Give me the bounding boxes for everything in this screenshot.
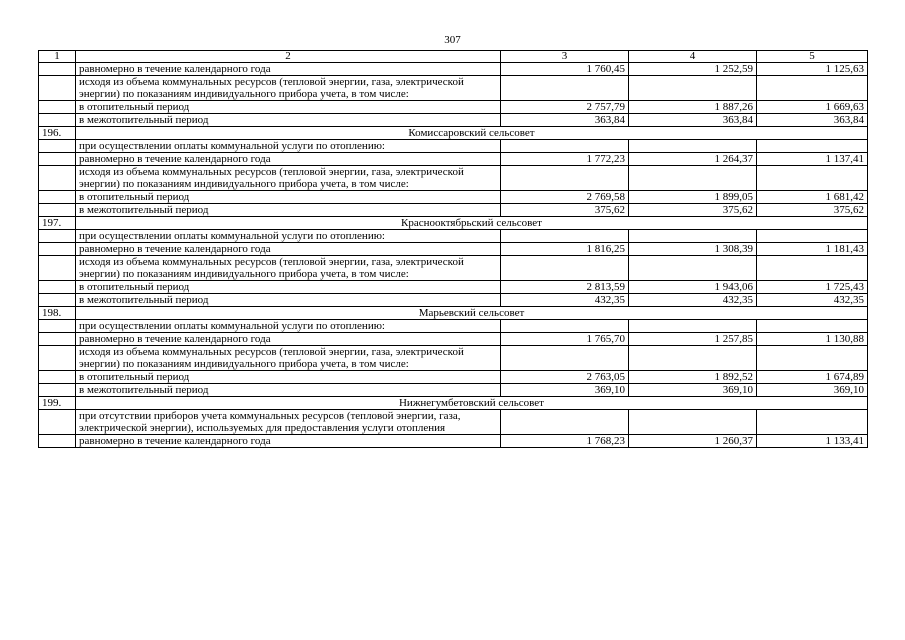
table-row (39, 243, 868, 256)
value-col-5 (757, 410, 868, 435)
value-col-5: 1 725,43 (757, 281, 868, 294)
value-col-3: 1 760,45 (501, 63, 629, 76)
value-col-5: 369,10 (757, 384, 868, 397)
value-col-5 (757, 346, 868, 371)
value-col-3: 432,35 (501, 294, 629, 307)
value-col-5: 432,35 (757, 294, 868, 307)
value-col-3: 369,10 (501, 384, 629, 397)
column-header-3: 3 (501, 51, 629, 63)
value-col-4 (629, 320, 757, 333)
value-col-5: 363,84 (757, 114, 868, 127)
value-col-4: 432,35 (629, 294, 757, 307)
row-label: в отопительный период (76, 371, 501, 384)
value-col-5: 1 130,88 (757, 333, 868, 346)
table-row (39, 346, 868, 371)
table-row (39, 101, 868, 114)
row-label: равномерно в течение календарного года (76, 333, 501, 346)
value-col-5: 1 181,43 (757, 243, 868, 256)
page-number: 307 (444, 34, 461, 46)
value-col-3: 1 765,70 (501, 333, 629, 346)
column-header-5: 5 (757, 51, 868, 63)
tariff-table-body (39, 51, 868, 448)
value-col-3: 2 813,59 (501, 281, 629, 294)
value-col-4 (629, 346, 757, 371)
table-header-row (39, 51, 868, 63)
section-row (39, 217, 868, 230)
row-label: равномерно в течение календарного года (76, 153, 501, 166)
value-col-5: 1 669,63 (757, 101, 868, 114)
table-row (39, 153, 868, 166)
value-col-4 (629, 410, 757, 435)
table-row (39, 333, 868, 346)
row-label: в отопительный период (76, 191, 501, 204)
value-col-4: 1 943,06 (629, 281, 757, 294)
value-col-3 (501, 140, 629, 153)
value-col-4: 1 308,39 (629, 243, 757, 256)
row-index-cell (39, 230, 76, 243)
row-label: равномерно в течение календарного года (76, 243, 501, 256)
value-col-3 (501, 76, 629, 101)
table-row (39, 63, 868, 76)
value-col-3: 2 763,05 (501, 371, 629, 384)
row-index-cell (39, 204, 76, 217)
value-col-5 (757, 166, 868, 191)
value-col-4: 1 252,59 (629, 63, 757, 76)
column-header-2: 2 (76, 51, 501, 63)
row-label: в межотопительный период (76, 204, 501, 217)
row-index-cell (39, 333, 76, 346)
section-title: Краснооктябрьский сельсовет (76, 217, 868, 230)
row-label: равномерно в течение календарного года (76, 435, 501, 448)
row-label: равномерно в течение календарного года (76, 63, 501, 76)
value-col-5: 1 674,89 (757, 371, 868, 384)
row-index-cell (39, 101, 76, 114)
section-number: 196. (39, 127, 76, 140)
section-number: 198. (39, 307, 76, 320)
value-col-4: 1 899,05 (629, 191, 757, 204)
row-index-cell (39, 76, 76, 101)
value-col-5 (757, 140, 868, 153)
row-index-cell (39, 294, 76, 307)
value-col-4 (629, 76, 757, 101)
value-col-4: 1 257,85 (629, 333, 757, 346)
tariff-table (38, 50, 868, 448)
value-col-3 (501, 320, 629, 333)
value-col-5: 1 125,63 (757, 63, 868, 76)
value-col-3: 1 772,23 (501, 153, 629, 166)
row-label: при отсутствии приборов учета коммунальных ресурсов (тепловой энергии, газа, электрической энергии), используемых для предоставления услуги отопления (76, 410, 501, 435)
row-label: в межотопительный период (76, 114, 501, 127)
section-title: Комиссаровский сельсовет (76, 127, 868, 140)
row-index-cell (39, 63, 76, 76)
value-col-4 (629, 166, 757, 191)
row-label: при осуществлении оплаты коммунальной услуги по отоплению: (76, 140, 501, 153)
row-index-cell (39, 114, 76, 127)
row-index-cell (39, 191, 76, 204)
value-col-5 (757, 256, 868, 281)
row-index-cell (39, 346, 76, 371)
value-col-3: 363,84 (501, 114, 629, 127)
row-label: исходя из объема коммунальных ресурсов (тепловой энергии, газа, электрической энергии) по показаниям индивидуального прибора учета, в том числе: (76, 166, 501, 191)
value-col-4 (629, 140, 757, 153)
value-col-3 (501, 230, 629, 243)
row-index-cell (39, 166, 76, 191)
table-row (39, 384, 868, 397)
table-row (39, 294, 868, 307)
column-header-4: 4 (629, 51, 757, 63)
value-col-3 (501, 346, 629, 371)
row-label: в межотопительный период (76, 384, 501, 397)
value-col-5 (757, 76, 868, 101)
value-col-3: 1 768,23 (501, 435, 629, 448)
row-label: в отопительный период (76, 281, 501, 294)
table-row (39, 320, 868, 333)
row-index-cell (39, 281, 76, 294)
value-col-3 (501, 256, 629, 281)
row-index-cell (39, 435, 76, 448)
value-col-3: 375,62 (501, 204, 629, 217)
value-col-3: 1 816,25 (501, 243, 629, 256)
table-row (39, 76, 868, 101)
row-label: исходя из объема коммунальных ресурсов (тепловой энергии, газа, электрической энергии) по показаниям индивидуального прибора учета, в том числе: (76, 256, 501, 281)
table-row (39, 204, 868, 217)
value-col-4 (629, 256, 757, 281)
section-number: 199. (39, 397, 76, 410)
table-row (39, 114, 868, 127)
value-col-3 (501, 166, 629, 191)
column-header-1: 1 (39, 51, 76, 63)
row-label: при осуществлении оплаты коммунальной услуги по отоплению: (76, 320, 501, 333)
section-title: Нижнегумбетовский сельсовет (76, 397, 868, 410)
value-col-4: 1 892,52 (629, 371, 757, 384)
row-index-cell (39, 140, 76, 153)
table-row (39, 166, 868, 191)
table-row (39, 140, 868, 153)
value-col-3: 2 757,79 (501, 101, 629, 114)
value-col-4: 1 260,37 (629, 435, 757, 448)
value-col-5: 1 137,41 (757, 153, 868, 166)
section-row (39, 307, 868, 320)
row-index-cell (39, 320, 76, 333)
value-col-4: 363,84 (629, 114, 757, 127)
section-number: 197. (39, 217, 76, 230)
row-index-cell (39, 371, 76, 384)
table-row (39, 230, 868, 243)
section-row (39, 397, 868, 410)
table-row (39, 256, 868, 281)
table-row (39, 281, 868, 294)
value-col-5: 1 133,41 (757, 435, 868, 448)
section-title: Марьевский сельсовет (76, 307, 868, 320)
value-col-4: 375,62 (629, 204, 757, 217)
table-row (39, 435, 868, 448)
value-col-5 (757, 230, 868, 243)
table-row (39, 410, 868, 435)
table-row (39, 191, 868, 204)
row-label: при осуществлении оплаты коммунальной услуги по отоплению: (76, 230, 501, 243)
row-label: исходя из объема коммунальных ресурсов (тепловой энергии, газа, электрической энергии) по показаниям индивидуального прибора учета, в том числе: (76, 346, 501, 371)
row-index-cell (39, 153, 76, 166)
value-col-3: 2 769,58 (501, 191, 629, 204)
value-col-3 (501, 410, 629, 435)
value-col-4 (629, 230, 757, 243)
row-index-cell (39, 410, 76, 435)
row-label: в отопительный период (76, 101, 501, 114)
value-col-4: 369,10 (629, 384, 757, 397)
row-index-cell (39, 243, 76, 256)
table-row (39, 371, 868, 384)
value-col-5 (757, 320, 868, 333)
value-col-4: 1 887,26 (629, 101, 757, 114)
row-index-cell (39, 256, 76, 281)
value-col-4: 1 264,37 (629, 153, 757, 166)
row-label: в межотопительный период (76, 294, 501, 307)
row-label: исходя из объема коммунальных ресурсов (тепловой энергии, газа, электрической энергии) по показаниям индивидуального прибора учета, в том числе: (76, 76, 501, 101)
section-row (39, 127, 868, 140)
row-index-cell (39, 384, 76, 397)
value-col-5: 1 681,42 (757, 191, 868, 204)
value-col-5: 375,62 (757, 204, 868, 217)
